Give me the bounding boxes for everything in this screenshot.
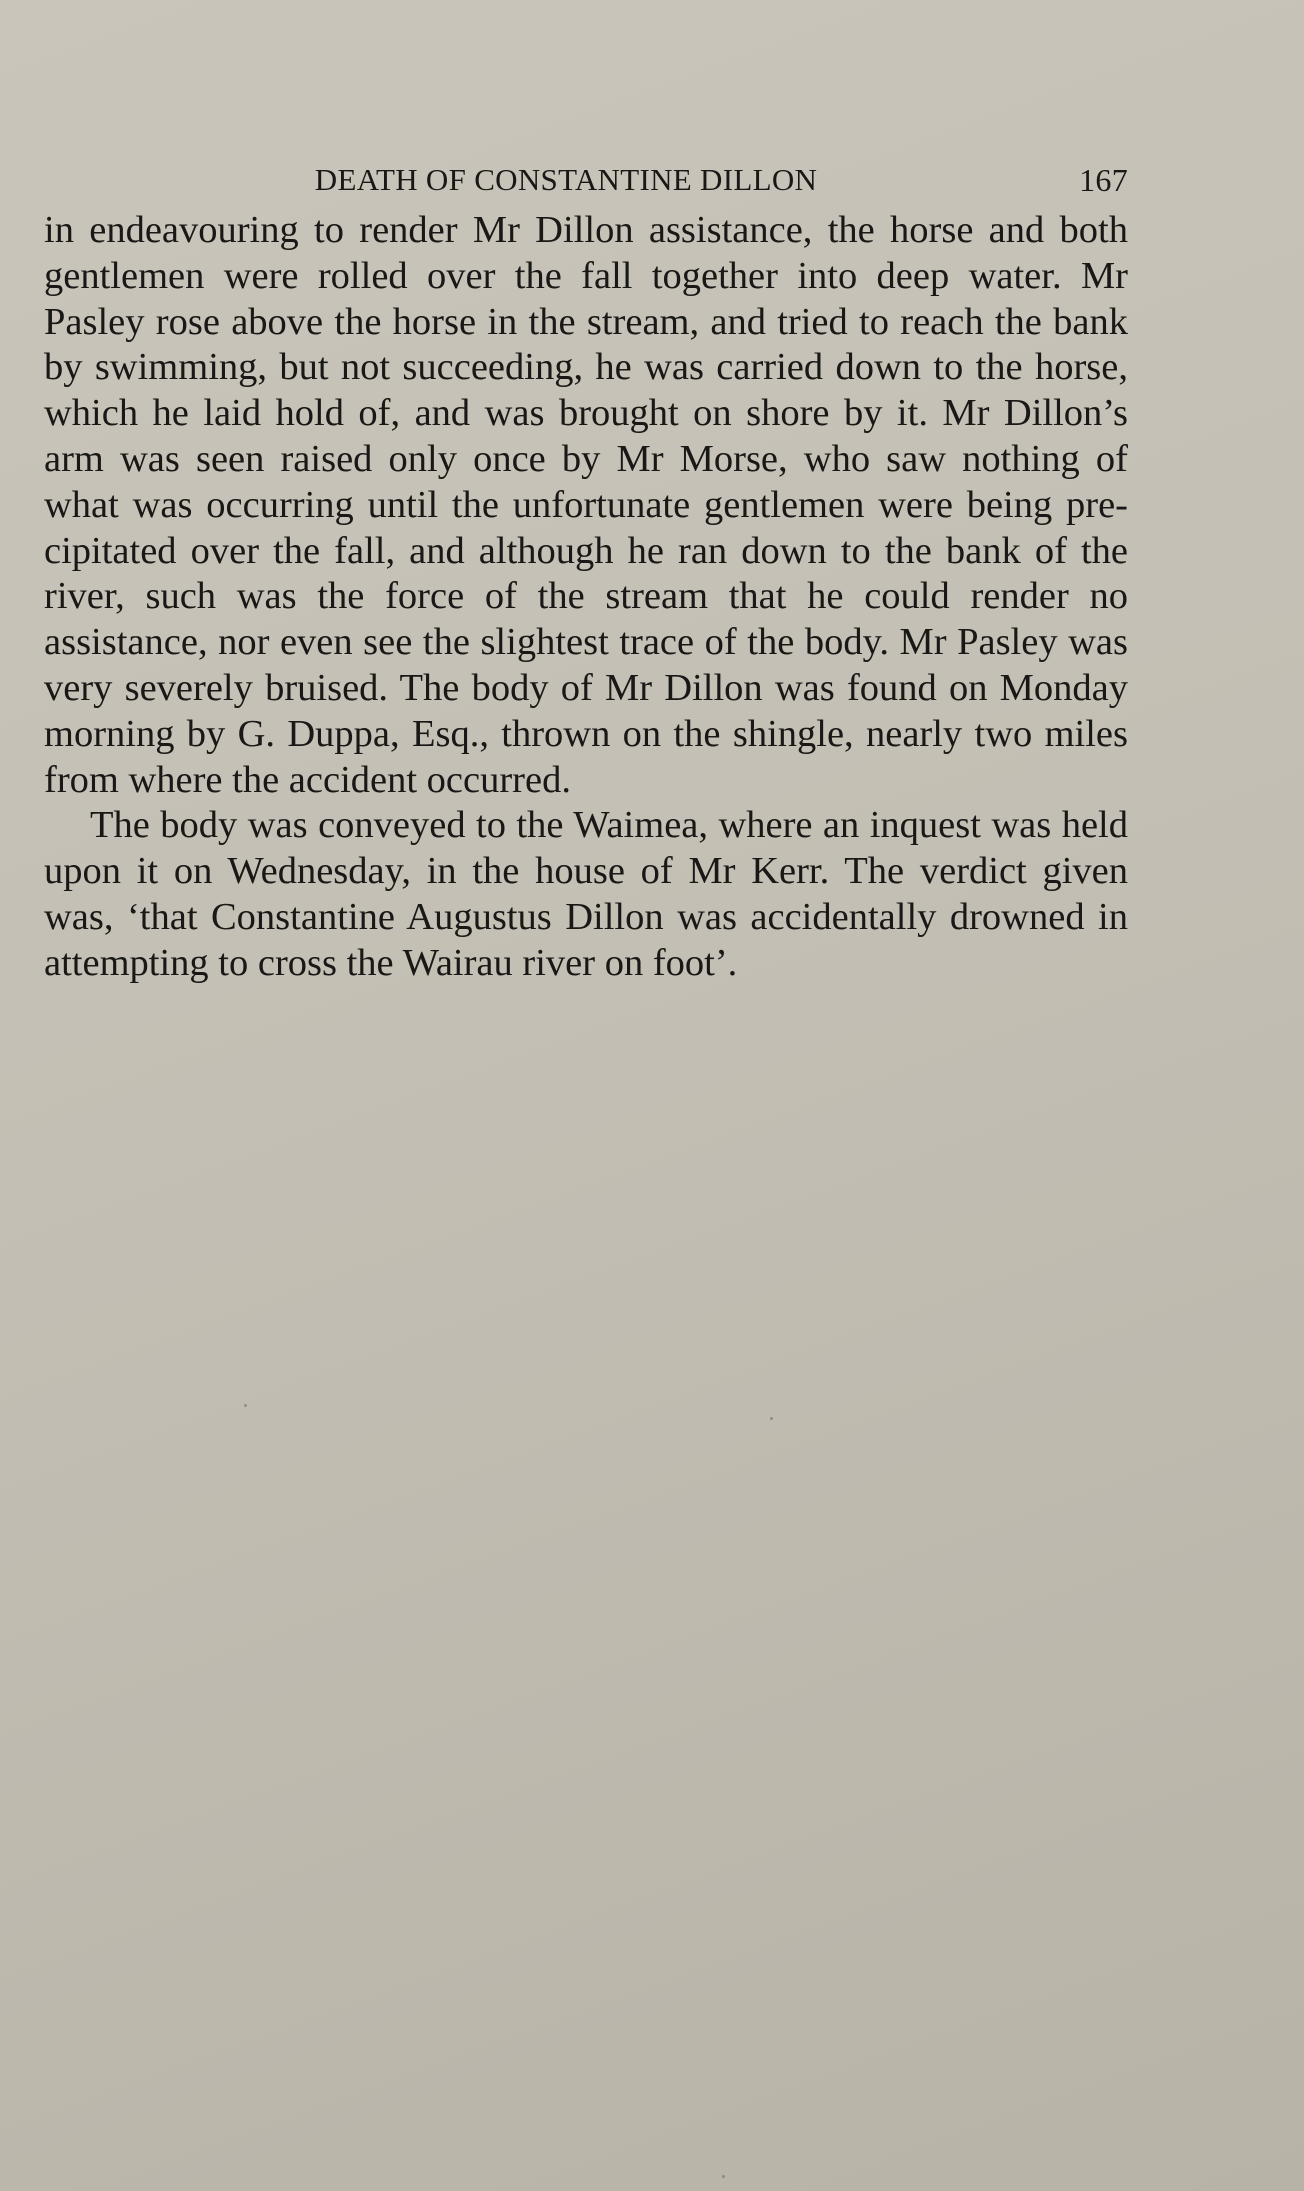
body-text <box>44 208 1128 987</box>
paper-speck <box>770 1417 773 1420</box>
paragraph: in endeavouring to render Mr Dillon assistance, the horse and both gentlemen were rolled over the fall together into deep water. Mr Pasley rose above the horse in the stream, and tried to reach the bank by swimming, but not succeeding, he was carried down to the horse, which he laid hold of, and was brought on shore by it. Mr Dillon’s arm was seen raised only once by Mr Morse, who saw nothing of what was occurring until the unfortunate gentlemen were being pre-cipitated over the fall, and although he ran down to the bank of the river, such was the force of the stream that he could render no assistance, nor even see the slightest trace of the body. Mr Pasley was very severely bruised. The body of Mr Dillon was found on Monday morning by G. Duppa, Esq., thrown on the shingle, nearly two miles from where the accident occurred. <box>44 209 1128 801</box>
running-head <box>44 150 1128 208</box>
paper-speck <box>722 2175 725 2178</box>
page-number: 167 <box>1079 162 1128 198</box>
book-page <box>44 150 1128 987</box>
chapter-title: DEATH OF CONSTANTINE DILLON <box>314 162 818 197</box>
paper-speck <box>244 1404 247 1407</box>
paragraph: The body was conveyed to the Waimea, where an inquest was held upon it on Wednesday, in the house of Mr Kerr. The verdict given was, ‘that Constantine Augustus Dillon was accidentally drowned in attempting to cross the Wairau river on foot’. <box>44 804 1128 984</box>
